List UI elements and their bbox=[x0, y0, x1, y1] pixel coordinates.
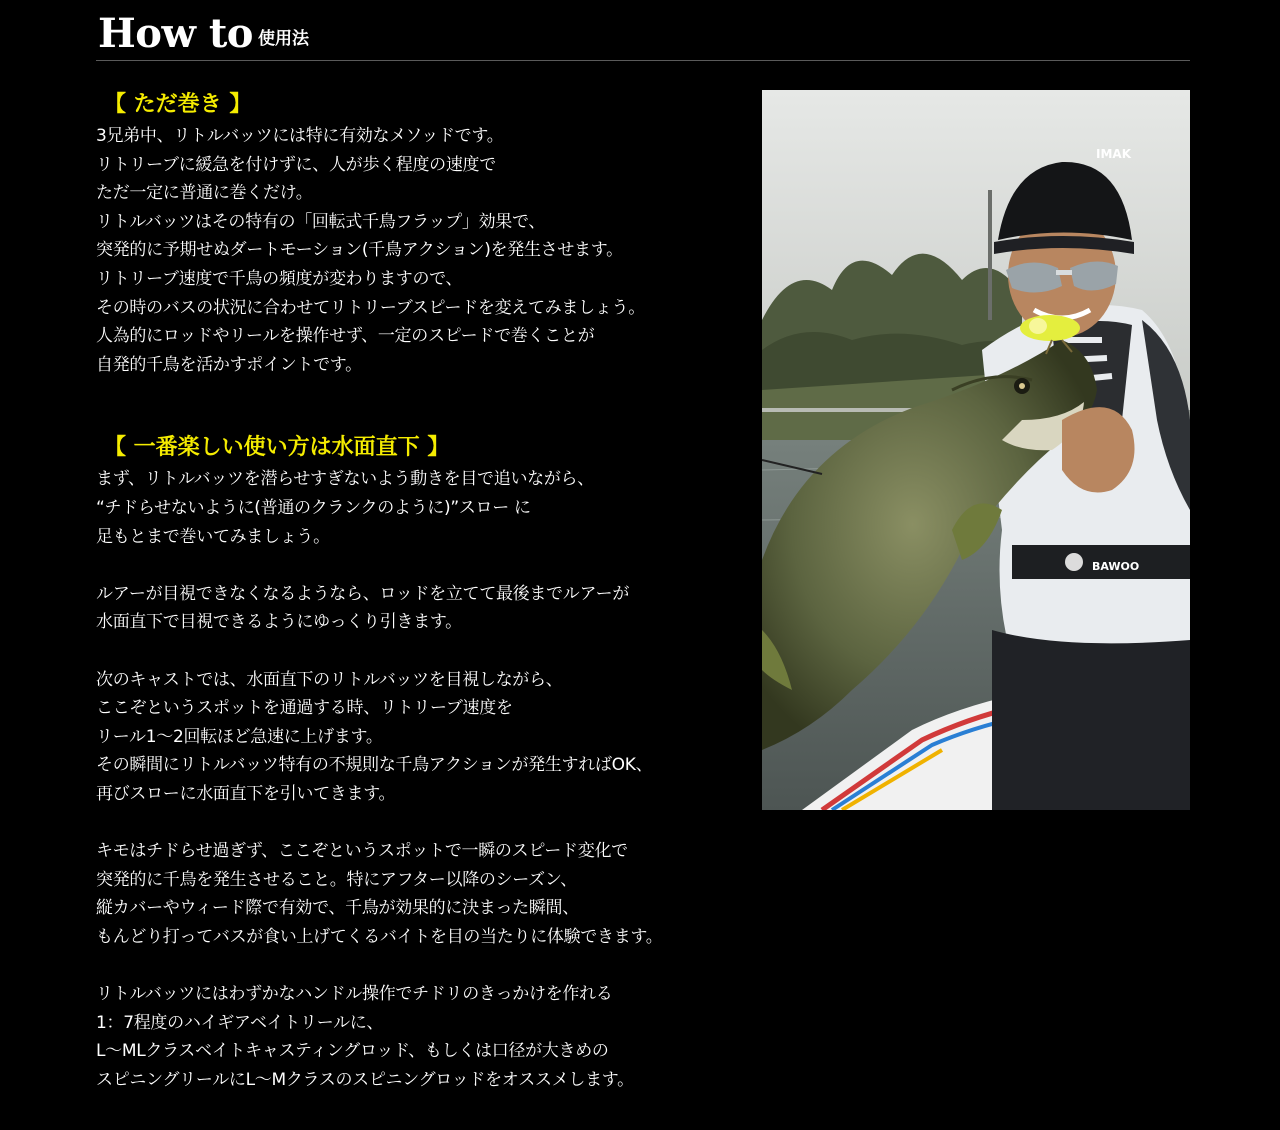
text-line: ここぞというスポットを通過する時、リトリーブ速度を bbox=[96, 698, 513, 719]
paragraph-spacer bbox=[96, 551, 756, 580]
text-line: 3兄弟中、リトルバッツには特に有効なメソッドです。 bbox=[96, 126, 504, 146]
section-heading-surface: 【 一番楽しい使い方は水面直下 】 bbox=[104, 435, 450, 461]
section-paragraph bbox=[96, 580, 756, 637]
cap-logo-text: IMAK bbox=[1096, 147, 1131, 161]
angler-holding-bass-photo bbox=[762, 90, 1190, 810]
instructions-content bbox=[96, 88, 756, 1094]
text-line: その瞬間にリトルバッツ特有の不規則な千鳥アクションが発生すればOK、 bbox=[96, 755, 653, 776]
text-line: リトリーブに緩急を付けずに、人が歩く程度の速度で bbox=[96, 154, 496, 175]
howto-page bbox=[96, 0, 1190, 1130]
text-line: 縦カバーやウィード際で有効で、千鳥が効果的に決まった瞬間、 bbox=[96, 898, 579, 919]
text-line: まず、リトルバッツを潜らせすぎないよう動きを目で追いながら、 bbox=[96, 469, 594, 490]
text-line: スピニングリールにL～Mクラスのスピニングロッドをオススメします。 bbox=[96, 1069, 634, 1090]
text-line: その時のバスの状況に合わせてリトリーブスピードを変えてみましょう。 bbox=[96, 297, 645, 318]
text-line: 足もとまで巻いてみましょう。 bbox=[96, 526, 330, 547]
page-header bbox=[96, 6, 1190, 61]
paragraph-spacer bbox=[96, 637, 756, 666]
text-line: 自発的千鳥を活かすポイントです。 bbox=[96, 354, 362, 375]
section-paragraph bbox=[96, 465, 756, 551]
section-paragraph bbox=[96, 980, 756, 1094]
page-title: How to bbox=[98, 10, 253, 57]
page-subtitle: 使用法 bbox=[258, 29, 309, 49]
text-line: リトルバッツにはわずかなハンドル操作でチドリのきっかけを作れる bbox=[96, 984, 613, 1005]
text-line: ルアーが目視できなくなるようなら、ロッドを立てて最後までルアーが bbox=[96, 583, 630, 604]
text-line: リール1～2回転ほど急速に上げます。 bbox=[96, 726, 383, 747]
section-paragraph bbox=[96, 666, 756, 809]
text-line: キモはチドらせ過ぎず、ここぞというスポットで一瞬のスピード変化で bbox=[96, 841, 628, 862]
text-line: 再びスローに水面直下を引いてきます。 bbox=[96, 783, 396, 804]
text-line: 1：7程度のハイギアベイトリールに、 bbox=[96, 1012, 384, 1033]
text-line: もんどり打ってバスが食い上げてくるバイトを目の当たりに体験できます。 bbox=[96, 926, 663, 947]
section-heading-tadamaki: 【 ただ巻き 】 bbox=[104, 92, 252, 117]
text-line: ただ一定に普通に巻くだけ。 bbox=[96, 183, 313, 204]
section-spacer bbox=[96, 379, 756, 431]
text-line: 水面直下で目視できるようにゆっくり引きます。 bbox=[96, 612, 462, 633]
section-paragraph bbox=[96, 122, 756, 379]
text-line: リトリーブ速度で千鳥の頻度が変わりますので、 bbox=[96, 268, 463, 289]
text-line: 突発的に千鳥を発生させること。特にアフター以降のシーズン、 bbox=[96, 869, 577, 890]
text-line: リトルバッツはその特有の「回転式千鳥フラップ」効果で、 bbox=[96, 211, 546, 232]
text-line: “チドらせないように(普通のクランクのように)”スロー に bbox=[96, 497, 531, 518]
vest-logo-text: BAWOO bbox=[1092, 560, 1140, 573]
text-line: 人為的にロッドやリールを操作せず、一定のスピードで巻くことが bbox=[96, 326, 595, 347]
text-line: 次のキャストでは、水面直下のリトルバッツを目視しながら、 bbox=[96, 669, 563, 690]
section-paragraph bbox=[96, 837, 756, 951]
paragraph-spacer bbox=[96, 808, 756, 837]
text-line: L～MLクラスベイトキャスティングロッド、もしくは口径が大きめの bbox=[96, 1041, 609, 1062]
paragraph-spacer bbox=[96, 951, 756, 980]
text-line: 突発的に予期せぬダートモーション(千鳥アクション)を発生させます。 bbox=[96, 240, 623, 261]
